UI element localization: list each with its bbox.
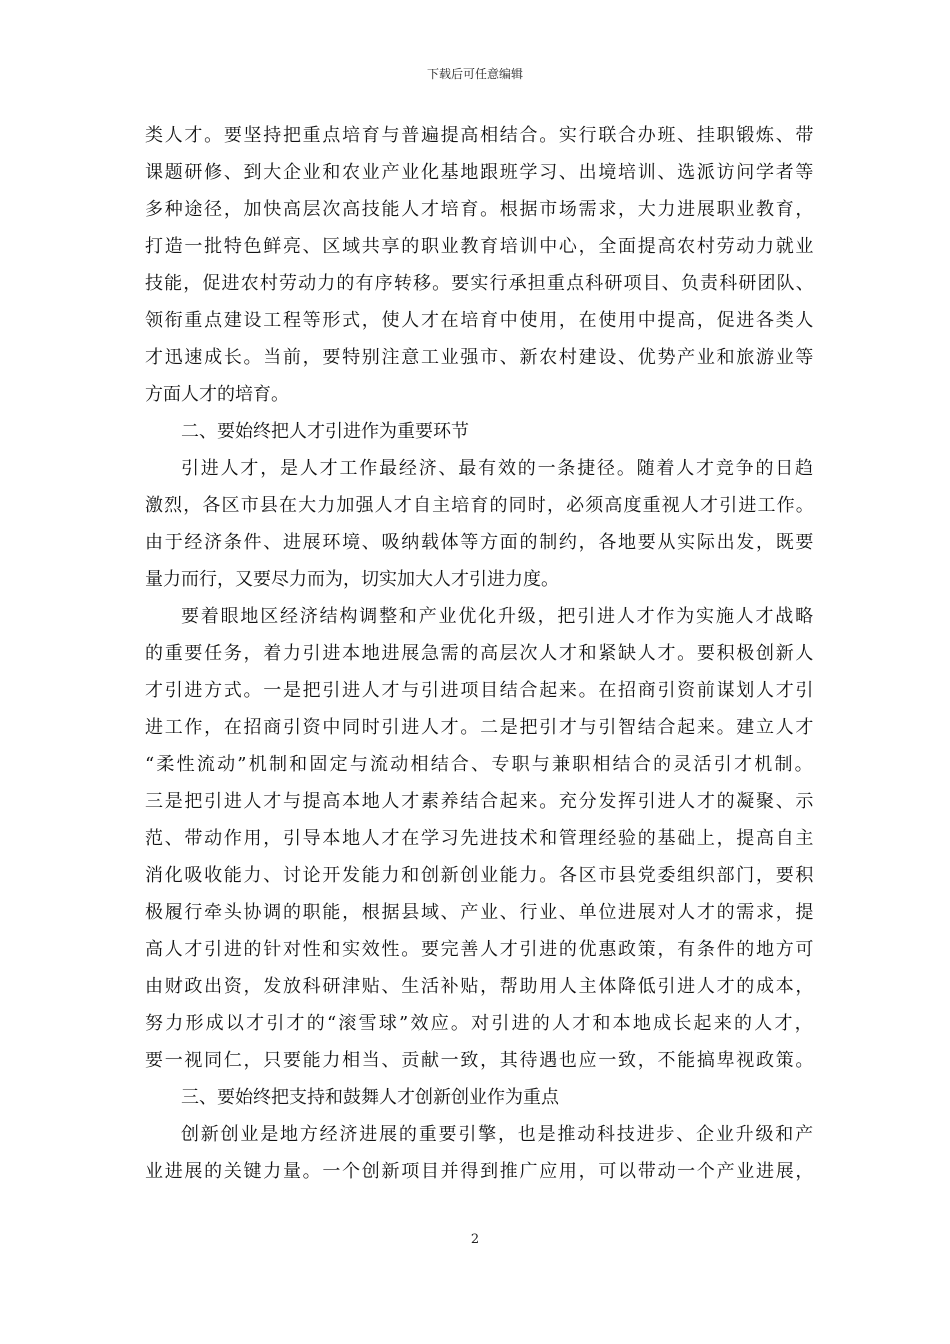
text-line: 努力形成以才引才的“滚雪球”效应。对引进的人才和本地成长起来的人才，	[145, 1013, 815, 1034]
document-body	[145, 117, 815, 1190]
text-line: 类人才。要坚持把重点培育与普遍提高相结合。实行联合办班、挂职锻炼、带	[145, 125, 815, 146]
text-line: 激烈，各区市县在大力加强人才自主培育的同时，必须高度重视人才引进工作。	[145, 495, 815, 516]
text-line: 创新创业是地方经济进展的重要引擎，也是推动科技进步、企业升级和产	[181, 1124, 815, 1145]
text-line: 才引进方式。一是把引进人才与引进项目结合起来。在招商引资前谋划人才引	[145, 680, 815, 701]
text-line: 要着眼地区经济结构调整和产业优化升级，把引进人才作为实施人才战略	[181, 606, 815, 627]
text-line: 范、带动作用，引导本地人才在学习先进技术和管理经验的基础上，提高自主	[145, 828, 815, 849]
text-line: 高人才引进的针对性和实效性。要完善人才引进的优惠政策，有条件的地方可	[145, 939, 815, 960]
text-line: 多种途径，加快高层次高技能人才培育。根据市场需求，大力进展职业教育，	[145, 199, 815, 220]
text-line: 三、要始终把支持和鼓舞人才创新创业作为重点	[181, 1087, 559, 1108]
page-header: 下载后可任意编辑	[426, 67, 523, 81]
text-line: 技能，促进农村劳动力的有序转移。要实行承担重点科研项目、负责科研团队、	[145, 273, 815, 294]
text-line: 量力而行，又要尽力而为，切实加大人才引进力度。	[145, 569, 559, 590]
text-line: 方面人才的培育。	[145, 384, 289, 405]
text-line: 打造一批特色鲜亮、区域共享的职业教育培训中心，全面提高农村劳动力就业	[145, 236, 815, 257]
page-number: 2	[470, 1232, 480, 1247]
text-line: 二、要始终把人才引进作为重要环节	[181, 421, 469, 442]
text-line: 才迅速成长。当前，要特别注意工业强市、新农村建设、优势产业和旅游业等	[145, 347, 815, 368]
text-line: 业进展的关键力量。一个创新项目并得到推广应用，可以带动一个产业进展，	[145, 1161, 815, 1182]
text-line: 进工作，在招商引资中同时引进人才。二是把引才与引智结合起来。建立人才	[145, 717, 815, 738]
text-line: 极履行牵头协调的职能，根据县域、产业、行业、单位进展对人才的需求，提	[145, 902, 815, 923]
text-line: 三是把引进人才与提高本地人才素养结合起来。充分发挥引进人才的凝聚、示	[145, 791, 815, 812]
text-line: 引进人才，是人才工作最经济、最有效的一条捷径。随着人才竞争的日趋	[181, 458, 815, 479]
text-line: 由于经济条件、进展环境、吸纳载体等方面的制约，各地要从实际出发，既要	[145, 532, 815, 553]
text-line: “柔性流动”机制和固定与流动相结合、专职与兼职相结合的灵活引才机制。	[145, 754, 815, 775]
text-line: 要一视同仁，只要能力相当、贡献一致，其待遇也应一致，不能搞卑视政策。	[145, 1050, 815, 1071]
text-line: 消化吸收能力、讨论开发能力和创新创业能力。各区市县党委组织部门，要积	[145, 865, 815, 886]
text-line: 由财政出资，发放科研津贴、生活补贴，帮助用人主体降低引进人才的成本，	[145, 976, 815, 997]
text-line: 领衔重点建设工程等形式，使人才在培育中使用，在使用中提高，促进各类人	[145, 310, 815, 331]
text-line: 的重要任务，着力引进本地进展急需的高层次人才和紧缺人才。要积极创新人	[145, 643, 815, 664]
text-line: 课题研修、到大企业和农业产业化基地跟班学习、出境培训、选派访问学者等	[145, 162, 815, 183]
